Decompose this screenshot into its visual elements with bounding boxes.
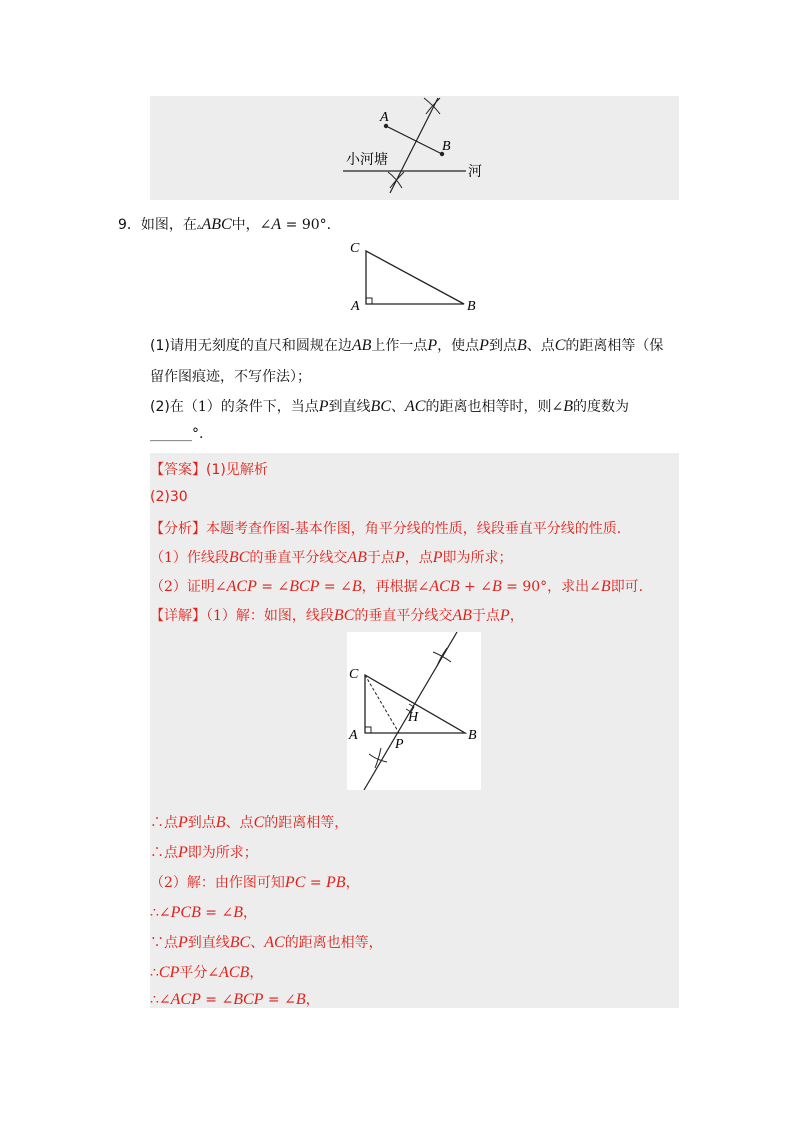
river-label: 河 xyxy=(468,165,482,180)
question-stem: 9．如图，在▵ABC中，∠A = 90°. xyxy=(118,216,332,233)
top-label-b: B xyxy=(442,139,451,154)
detail-line1: 【详解】（1）解：如图，线段BC的垂直平分线交AB于点P， xyxy=(150,607,524,624)
proof-line5: ∵点P到直线BC、AC的距离也相等， xyxy=(150,934,383,951)
analysis-step1: （1）作线段BC的垂直平分线交AB于点P，点P即为所求； xyxy=(150,549,513,566)
part2-line2: ______°. xyxy=(150,426,204,442)
top-figure-diagram xyxy=(150,96,679,200)
tag-analysis: 【分析】 xyxy=(150,521,206,537)
tag-answer: 【答案】 xyxy=(150,462,206,478)
q-label-b: B xyxy=(467,299,476,314)
fig2-label-c: C xyxy=(349,667,359,682)
proof-line4: ∴∠PCB = ∠B， xyxy=(150,904,258,921)
analysis-step2: （2）证明∠ACP = ∠BCP = ∠B，再根据∠ACB + ∠B = 90°，求出∠B即可. xyxy=(150,578,644,595)
answer-line: 【答案】(1)见解析 xyxy=(150,462,268,478)
fig2-label-p: P xyxy=(395,737,404,752)
proof-line6: ∴CP平分∠ACB， xyxy=(150,964,264,981)
proof-line2: ∴点P即为所求； xyxy=(150,844,258,861)
q-label-a: A xyxy=(351,299,360,314)
construction-figure xyxy=(347,632,481,790)
fig2-label-a: A xyxy=(349,728,358,743)
top-label-a: A xyxy=(380,110,389,125)
fig2-label-b: B xyxy=(468,728,477,743)
question-triangle-figure xyxy=(345,236,485,316)
part1-line2: 留作图痕迹，不写作法）； xyxy=(150,369,311,385)
analysis-line: 【分析】本题考查作图-基本作图，角平分线的性质，线段垂直平分线的性质. xyxy=(150,521,622,537)
answer-2: (2)30 xyxy=(150,489,188,505)
q-label-c: C xyxy=(350,241,360,256)
tag-detail: 【详解】 xyxy=(150,608,206,624)
proof-line1: ∴点P到点B、点C的距离相等， xyxy=(150,814,349,831)
part2-line1: (2)在（1）的条件下，当点P到直线BC、AC的距离也相等时，则∠B的度数为 xyxy=(150,398,629,415)
proof-line3: （2）解：由作图可知PC = PB， xyxy=(150,874,360,891)
fig2-label-h: H xyxy=(408,710,419,725)
pond-label: 小河塘 xyxy=(346,153,388,168)
part1-line1: (1)请用无刻度的直尺和圆规在边AB上作一点P，使点P到点B、点C的距离相等（保 xyxy=(150,337,664,354)
top-figure-panel xyxy=(150,96,679,200)
answer-blank: ______ xyxy=(150,426,192,442)
proof-line7: ∴∠ACP = ∠BCP = ∠B， xyxy=(150,991,320,1008)
